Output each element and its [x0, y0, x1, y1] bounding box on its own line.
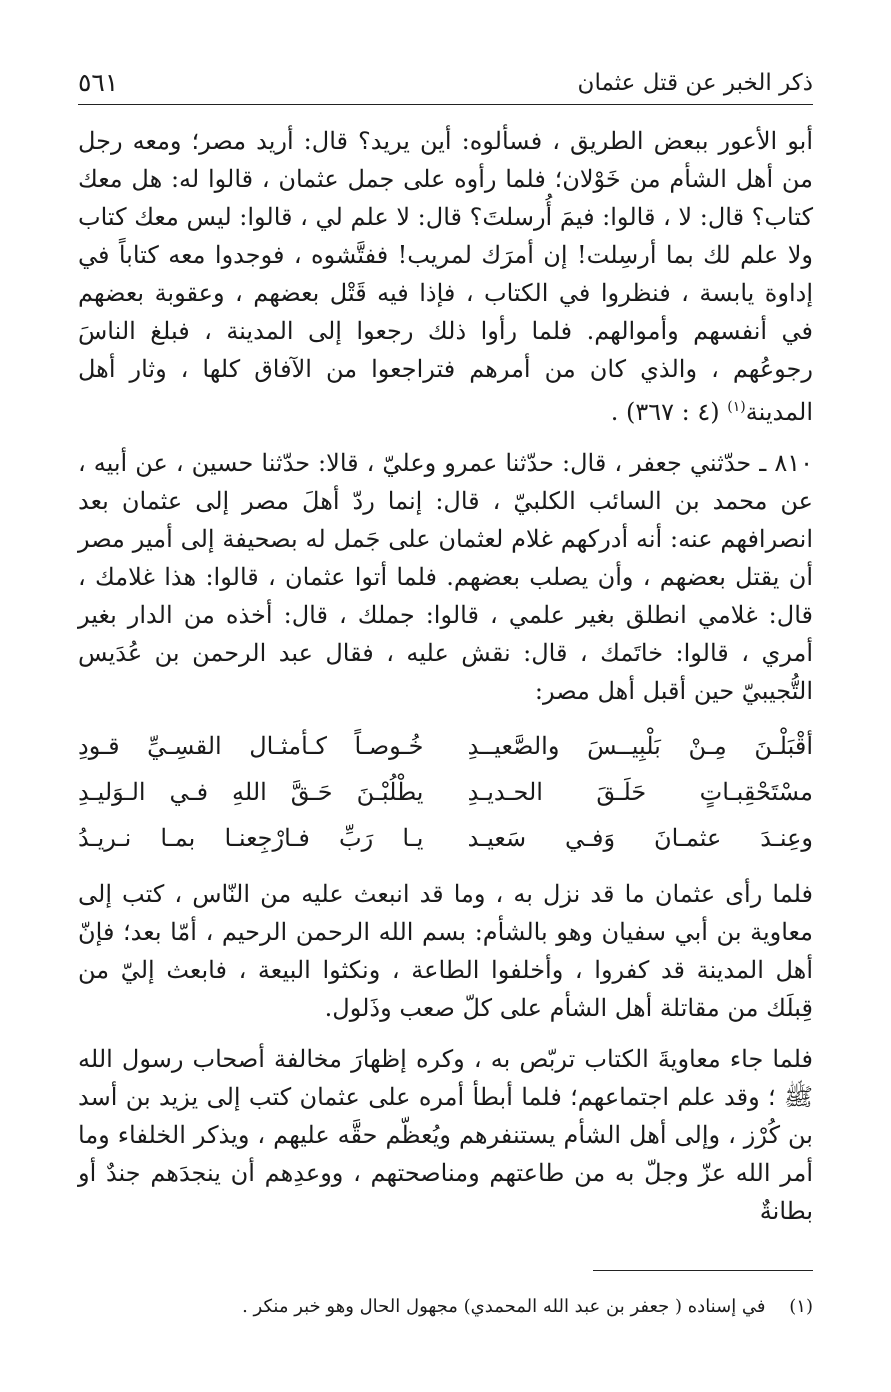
poem-hemistich-second: خُـوصـاً كـأمثـال القسِـيِّ قـودِ [78, 732, 424, 760]
footnote-number: (١) [789, 1296, 813, 1317]
page-number: ٥٦١ [78, 68, 119, 97]
poem-hemistich-first: مسْتَحْقِبـاتٍ حَلَـقَ الحـديـدِ [467, 778, 813, 806]
footnote [78, 1293, 813, 1321]
poem-hemistich-second: يطْلُبْـنَ حَـقَّ اللهِ فـي الـوَليـدِ [78, 778, 424, 806]
volume-reference: (٤ : ٣٦٧) . [610, 398, 728, 426]
poem-hemistich-second: يـا رَبِّ فـارْجِعنـا بمـا نـريـدُ [78, 824, 424, 852]
chapter-title: ذكر الخبر عن قتل عثمان [577, 70, 813, 96]
paragraph-4: فلما جاء معاويةَ الكتاب تربّص به ، وكره إظهارَ مخالفة أصحاب رسول الله ﷺ ؛ وقد علم اجتماعهم؛ فلما أبطأ أمره على عثمان كتب إلى يزيد بن أسد بن كُرْز ، وإلى أهل الشأم يستنفرهم ويُعظّم حقَّه عليهم ، ويذكر الخلفاء وما أمر الله عزّ وجلّ به من طاعتهم ومناصحتهم ، ووعدِهم أن ينجدَهم جندٌ أو بطانةٌ [78, 1045, 813, 1225]
footnote-divider [593, 1270, 813, 1271]
paragraph-1-text: أبو الأعور ببعض الطريق ، فسألوه: أين يريد؟ قال: أريد مصر؛ ومعه رجل من أهل الشأم من خَوْلان؛ فلما رأوه على جمل عثمان ، قالوا له: هل معك كتاب؟ قال: لا ، قالوا: فيمَ أُرسلتَ؟ قال: لا علم لي ، قالوا: ليس معك كتاب ولا علم لك بما أرسِلت! إن أمرَك لمريب! ففتَّشوه ، فوجدوا معه كتاباً في إداوة يابسة ، فنظروا في الكتاب ، فإذا فيه قَتْل بعضهم ، وعقوبة بعضهم في أنفسهم وأموالهم. فلما رأوا ذلك رجعوا إلى المدينة ، فبلغ الناسَ رجوعُهم ، والذي كان من أمرهم فتراجعوا من الآفاق كلها ، وثار أهل المدينة [78, 127, 814, 426]
poem [78, 723, 813, 861]
footnote-text: في إسناده ( جعفر بن عبد الله المحمدي) مجهول الحال وهو خبر منكر . [242, 1296, 766, 1317]
poem-hemistich-first: أقْبَلْـنَ مِـنْ بَلْبِيــسَ والصَّعيــدِ [467, 732, 813, 760]
poem-verse [78, 815, 813, 861]
footnote-reference: (١) [727, 399, 746, 415]
running-header [78, 70, 813, 105]
paragraph-2: ٨١٠ ـ حدّثني جعفر ، قال: حدّثنا عمرو وعليّ ، قالا: حدّثنا حسين ، عن أبيه ، عن محمد بن السائب الكلبيّ ، قال: إنما ردّ أهلَ مصر إلى عثمان بعد انصرافهم عنه: أنه أدركهم غلام لعثمان على جَمل له بصحيفة إلى أمير مصر أن يقتل بعضهم ، وأن يصلب بعضهم. فلما أتوا عثمان ، قالوا: هذا غلامك ، قال: غلامي انطلق بغير علمي ، قالوا: جملك ، قال: أخذه من الدار بغير أمري ، قالوا: خاتَمك ، قال: نقش عليه ، فقال عبد الرحمن بن عُدَيس التُّجيبيّ حين أقبل أهل مصر: [78, 449, 813, 705]
poem-hemistich-first: وعِنـدَ عثمـانَ وَفـي سَعيـد [467, 824, 813, 852]
poem-verse [78, 723, 813, 769]
main-text [78, 122, 813, 1243]
paragraph-1 [78, 122, 813, 431]
poem-verse [78, 769, 813, 815]
paragraph-3: فلما رأى عثمان ما قد نزل به ، وما قد انبعث عليه من النّاس ، كتب إلى معاوية بن أبي سفيان وهو بالشأم: بسم الله الرحمن الرحيم ، أمّا بعد؛ فإنّ أهل المدينة قد كفروا ، وأخلفوا الطاعة ، ونكثوا البيعة ، فابعث إليّ من قِبلَك من مقاتلة أهل الشأم على كلّ صعب وذَلول. [78, 880, 813, 1022]
